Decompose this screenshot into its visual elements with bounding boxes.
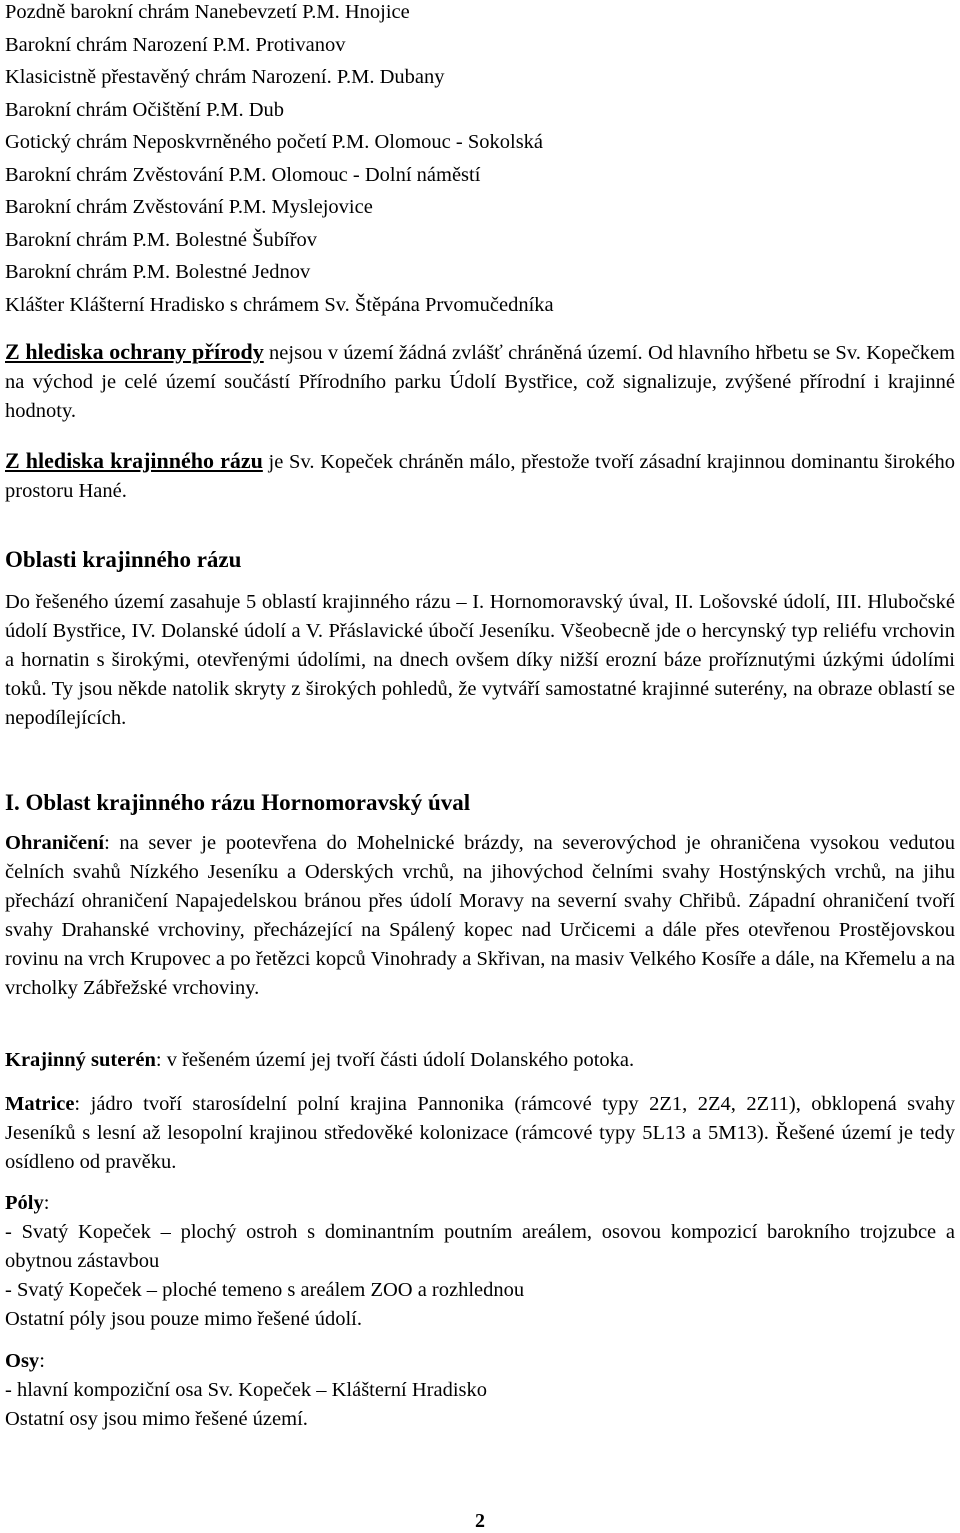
area1-heading: I. Oblast krajinného rázu Hornomoravský úval (5, 790, 471, 815)
list-item: Barokní chrám Očištění P.M. Dub (5, 98, 284, 121)
poles-title (5, 1189, 955, 1218)
axes-label: Osy (5, 1350, 40, 1372)
poles-section (5, 1189, 955, 1334)
matrix-label: Matrice (5, 1093, 75, 1115)
list-item: Pozdně barokní chrám Nanebevzetí P.M. Hnojice (5, 1, 410, 23)
church-list (5, 0, 554, 321)
matrix-text: : jádro tvoří starosídelní polní krajina Pannonika (rámcové typy 2Z1, 2Z4, 2Z11), obklopená svahy Jeseníků s lesní až lesopolní krajinou středověké kolonizace (rámcové typy 5L13 a 5M13). Řešené území je tedy osídleno od pravěku. (5, 1093, 955, 1173)
boundary-paragraph (5, 829, 955, 1003)
axes-title (5, 1347, 955, 1376)
nature-protection-paragraph (5, 337, 955, 426)
boundary-text: : na sever je pootevřena do Mohelnické brázdy, na severovýchod je ohraničena vysokou vedutou čelních svahů Nízkého Jeseníku a Oderských vrchů, na jihovýchod čelními svahy Hostýnských vrchů, na jihu přechází ohraničení Napajedelskou bránou přes údolí Moravy na severní svahy Chřibů. Západní ohraničení tvoří svahy Drahanské vrchoviny, přecházející na Spálený kopec nad Určicemi a dále přes otevřenou Prostějovskou rovinu na vrch Krupovec a po řetězci kopců Vinohrady a Skřivan, na masiv Velkého Kosíře a dále, na Křemelu a na vrcholky Zábřežské vrchoviny. (5, 832, 955, 999)
landscape-character-lead: Z hlediska krajinného rázu (5, 448, 263, 473)
areas-text: Do řešeného území zasahuje 5 oblastí krajinného rázu – I. Hornomoravský úval, II. Lošovské údolí, III. Hlubočské údolí Bystřice, IV. Dolanské údolí a V. Přáslavické úbočí Jeseníku. Všeobecně jde o hercynský typ reliéfu vrchovin a hornatin s širokými, otevřenými údolími, na dnech ovšem díky nižší erozní báze proříznutými úzkými údolími toků. Ty jsou někde natolik skryty z širokých pohledů, že vytváří samostatné krajinné suterény, na obraze oblastí se nepodílejících. (5, 591, 955, 729)
list-item: Barokní chrám Narození P.M. Protivanov (5, 33, 346, 56)
matrix-paragraph (5, 1090, 955, 1177)
poles-colon: : (43, 1192, 50, 1214)
poles-item: - Svatý Kopeček – plochý ostroh s dominantním poutním areálem, osovou kompozicí barokního trojzubce a obytnou zástavbou (5, 1221, 955, 1272)
basement-paragraph (5, 1046, 955, 1075)
landscape-character-paragraph (5, 446, 955, 506)
axes-section (5, 1347, 955, 1434)
list-item: Barokní chrám P.M. Bolestné Šubířov (5, 228, 318, 251)
basement-text: : v řešeném území jej tvoří části údolí Dolanského potoka. (155, 1049, 635, 1071)
axes-colon: : (39, 1350, 45, 1372)
poles-note: Ostatní póly jsou pouze mimo řešené údolí. (5, 1308, 362, 1330)
boundary-label: Ohraničení (5, 832, 105, 854)
page-number: 2 (475, 1510, 485, 1532)
list-item: Klasicistně přestavěný chrám Narození. P.M. Dubany (5, 66, 445, 88)
nature-protection-text: nejsou v území žádná zvlášť chráněná území. Od hlavního hřbetu se Sv. Kopečkem na východ je celé území součástí Přírodního parku Údolí Bystřice, což signalizuje, zvýšené přírodní i krajinné hodnoty. (5, 342, 955, 422)
areas-heading: Oblasti krajinného rázu (5, 547, 242, 572)
axes-note: Ostatní osy jsou mimo řešené území. (5, 1408, 308, 1430)
landscape-character-text: je Sv. Kopeček chráněn málo, přestože tvoří zásadní krajinnou dominantu širokého prostoru Hané. (5, 451, 955, 502)
list-item: Barokní chrám Zvěstování P.M. Olomouc - Dolní náměstí (5, 163, 481, 186)
nature-protection-lead: Z hlediska ochrany přírody (5, 339, 264, 364)
poles-label: Póly (5, 1192, 44, 1214)
basement-label: Krajinný suterén (5, 1049, 156, 1071)
list-item: Klášter Klášterní Hradisko s chrámem Sv. Štěpána Prvomučedníka (5, 293, 554, 316)
list-item: Barokní chrám P.M. Bolestné Jednov (5, 261, 311, 283)
list-item: Gotický chrám Neposkvrněného početí P.M. Olomouc - Sokolská (5, 131, 544, 153)
poles-item: - Svatý Kopeček – ploché temeno s areálem ZOO a rozhlednou (5, 1279, 525, 1301)
axes-item: - hlavní kompoziční osa Sv. Kopeček – Klášterní Hradisko (5, 1379, 488, 1401)
list-item: Barokní chrám Zvěstování P.M. Myslejovice (5, 196, 373, 218)
areas-paragraph (5, 588, 955, 733)
